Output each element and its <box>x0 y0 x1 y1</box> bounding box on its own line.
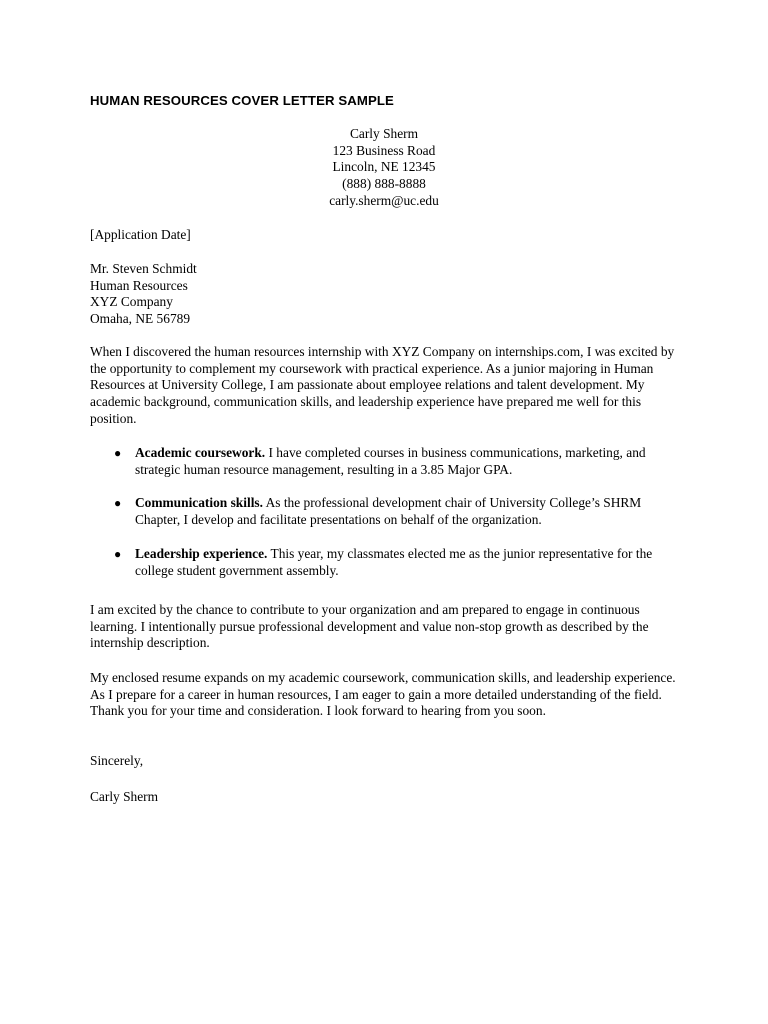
signature-name: Carly Sherm <box>90 789 159 804</box>
sender-address-block <box>0 126 768 209</box>
intro-paragraph: When I discovered the human resources internship with XYZ Company on internships.com, I was excited by the opportunity to complement my coursework with practical experience. As a junior majoring in Human Resources at University College, I am passionate about employee relations and talent development. My academic background, communication skills, and leadership experience have prepared me well for this position. <box>90 344 675 426</box>
recipient-company: XYZ Company <box>90 294 173 310</box>
recipient-city: Omaha, NE 56789 <box>90 311 191 327</box>
bullet-title: Communication skills. <box>135 495 263 511</box>
qualifications-list <box>90 445 690 579</box>
sender-email: carly.sherm@uc.edu <box>329 192 439 208</box>
bullet-title: Leadership experience. <box>135 545 268 561</box>
sender-street: 123 Business Road <box>332 142 436 158</box>
bullet-icon: ● <box>114 496 122 511</box>
bullet-icon: ● <box>114 446 122 460</box>
sender-phone: (888) 888-8888 <box>342 176 426 192</box>
document-heading: HUMAN RESOURCES COVER LETTER SAMPLE <box>90 93 394 108</box>
recipient-department: Human Resources <box>90 277 188 293</box>
bullet-icon: ● <box>114 546 122 561</box>
bullet-text: This year, my classmates elected me as the junior representative for the college student government assembly. <box>135 545 653 578</box>
list-item <box>90 495 670 528</box>
closing-salutation: Sincerely, <box>90 753 144 768</box>
list-item <box>90 445 670 478</box>
third-paragraph: My enclosed resume expands on my academic coursework, communication skills, and leadership experience. As I prepare for a career in human resources, I am eager to gain a more detailed understanding of the field. Thank you for your time and consideration. I look forward to hearing from you soon. <box>90 670 676 719</box>
sender-name: Carly Sherm <box>349 126 419 141</box>
recipient-address-block <box>90 261 690 328</box>
bullet-text: I have completed courses in business communications, marketing, and strategic human resource management, resulting in a 3.85 Major GPA. <box>135 445 646 477</box>
sender-city: Lincoln, NE 12345 <box>332 159 436 175</box>
bullet-title: Academic coursework. <box>135 445 266 460</box>
list-item <box>90 546 670 579</box>
second-paragraph: I am excited by the chance to contribute to your organization and am prepared to engage in continuous learning. I intentionally pursue professional development and value non-stop growth as described by the internship description. <box>90 602 649 651</box>
bullet-text: As the professional development chair of University College’s SHRM Chapter, I develop and facilitate presentations on behalf of the organization. <box>135 495 642 528</box>
recipient-name: Mr. Steven Schmidt <box>90 261 197 276</box>
application-date: [Application Date] <box>90 227 191 242</box>
